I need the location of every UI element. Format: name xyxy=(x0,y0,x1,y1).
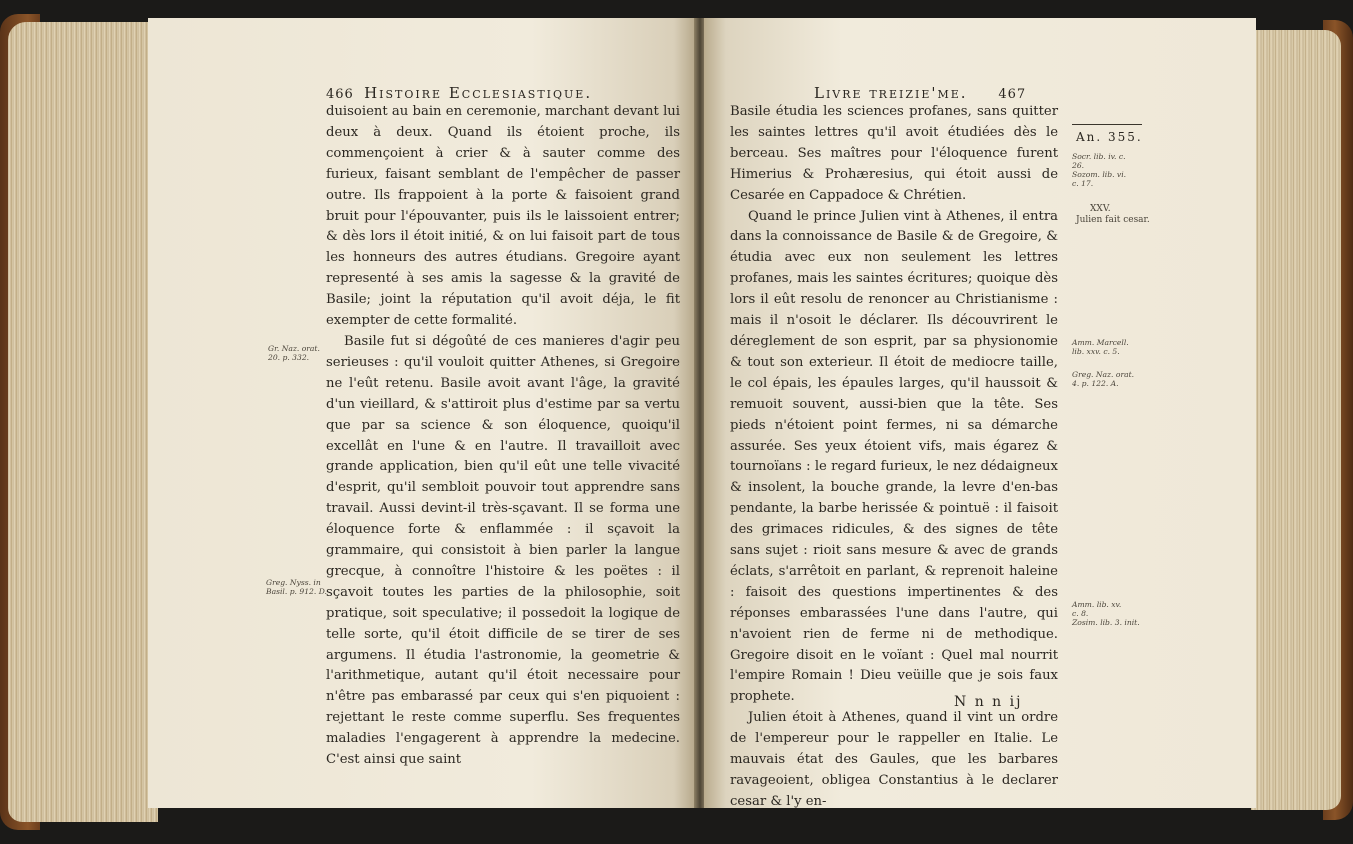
right-margin-note-3: Amm. Marcell. lib. xxv. c. 5. xyxy=(1072,338,1129,356)
right-page-number: 467 xyxy=(998,87,1027,102)
right-margin-note-5: Amm. lib. xv. c. 8. Zosim. lib. 3. init. xyxy=(1072,600,1140,627)
right-margin-note-2: XXV. Julien fait cesar. xyxy=(1076,204,1150,225)
year-label: An. 355. xyxy=(1076,130,1143,144)
right-paragraph-1: Basile étudia les sciences profanes, sans quitter les saintes lettres qu'il avoit étudiées dès le berceau. Ses maîtres pour l'éloquence furent Himerius & Prohæresius, qui étoit aussi de Cesarée en Cappadoce & Chrétien. xyxy=(730,104,1058,203)
right-margin-note-1: Socr. lib. iv. c. 26. Sozom. lib. vi. c. 17. xyxy=(1072,152,1127,188)
right-running-title: Livre treizie'me. xyxy=(814,84,968,102)
left-paragraph-2: Basile fut si dégoûté de ces manieres d'agir peu serieuses : qu'il vouloit quitter Athenes, si Gregoire ne l'eût retenu. Basile avoit avant l'âge, la gravité d'un vieillard, & s'attiroit plus d'estime par sa vertu que par sa science & son éloquence, quoiqu'il excellât en l'une & en l'autre. Il travailloit avec grande application, bien qu'il eût une telle vivacité d'esprit, qu'il sembloit pouvoir tout apprendre sans travail. Aussi devint-il très-sçavant. Il se forma une éloquence forte & enflammée : il sçavoit la grammaire, qui consistoit à bien parler la langue grecque, à connoître l'histoire & les poëtes : il sçavoit toutes les parties de la philosophie, soit pratique, soit speculative; il possedoit la logique de telle sorte, qu'il étoit difficile de se tirer de ses argumens. Il étudia l'astronomie, la geometrie & l'arithmetique, autant qu'il étoit necessaire pour n'être pas embarassé par ceux qui s'en piquoient : rejettant le reste comme superflu. Ses frequentes maladies l'engagerent à apprendre la medecine. C'est ainsi que saint xyxy=(326,333,680,768)
right-running-head xyxy=(814,84,1026,102)
left-paragraph-1: duisoient au bain en ceremonie, marchant devant lui deux à deux. Quand ils étoient proche, ils commençoient à crier & à sauter comme des furieux, faisant semblant de l'empêcher de passer outre. Ils frappoient à la porte & faisoient grand bruit pour l'épouvanter, puis ils le laissoient entrer; & dès lors il étoit initié, & on lui faisoit part de tous les honneurs des autres étudians. Gregoire ayant representé à ses amis la sagesse & la gravité de Basile; joint la réputation qu'il avoit déja, le fit exempter de cette formalité. xyxy=(326,104,680,329)
left-running-title: Histoire Ecclesiastique. xyxy=(364,84,593,102)
right-paragraph-2: Quand le prince Julien vint à Athenes, il entra dans la connoissance de Basile & de Gregoire, & étudia avec eux non seulement les lettres profanes, mais les saintes écritures; quoique dès lors il eût resolu de renoncer au Christianisme : mais il n'osoit le déclarer. Ils découvrirent le déreglement de son esprit, par sa physionomie & tout son exterieur. Il étoit de mediocre taille, le col épais, les épaules larges, qu'il haussoit & remuoit souvent, aussi-bien que la tête. Ses pieds n'étoient point fermes, ni sa démarche assurée. Ses yeux étoient vifs, mais égarez & tournoïans : le regard furieux, le nez dédaigneux & insolent, la bouche grande, la levre d'en-bas pendante, la barbe herissée & pointuë : il faisoit des grimaces ridicules, & des signes de tête sans sujet : rioit sans mesure & avec de grands éclats, s'arrêtoit en parlant, & reprenoit haleine : faisoit des questions impertinentes & des réponses embarassées l'une dans l'autre, qui n'avoient rien de ferme ni de methodique. Gregoire disoit en le voïant : Quel mal nourrit l'empire Romain ! Dieu veüille que je sois faux prophete. xyxy=(730,208,1058,705)
right-page-edges xyxy=(1251,30,1341,810)
left-margin-note-2: Greg. Nyss. in Basil. p. 912. D. xyxy=(266,578,327,596)
left-running-head xyxy=(326,84,592,102)
left-body xyxy=(326,102,680,771)
year-rule xyxy=(1072,124,1142,125)
left-margin-note-1: Gr. Naz. orat. 20. p. 332. xyxy=(268,344,320,362)
right-margin-note-4: Greg. Naz. orat. 4. p. 122. A. xyxy=(1072,370,1135,388)
page-signature: N n n ij xyxy=(954,694,1023,710)
left-page-number: 466 xyxy=(326,87,354,102)
left-page-edges xyxy=(8,22,158,822)
right-paragraph-3: Julien étoit à Athenes, quand il vint un ordre de l'empereur pour le rappeller en Italie. Le mauvais état des Gaules, que les barbares ravageoient, obligea Constantius à le declarer cesar & l'y en- xyxy=(730,710,1058,809)
